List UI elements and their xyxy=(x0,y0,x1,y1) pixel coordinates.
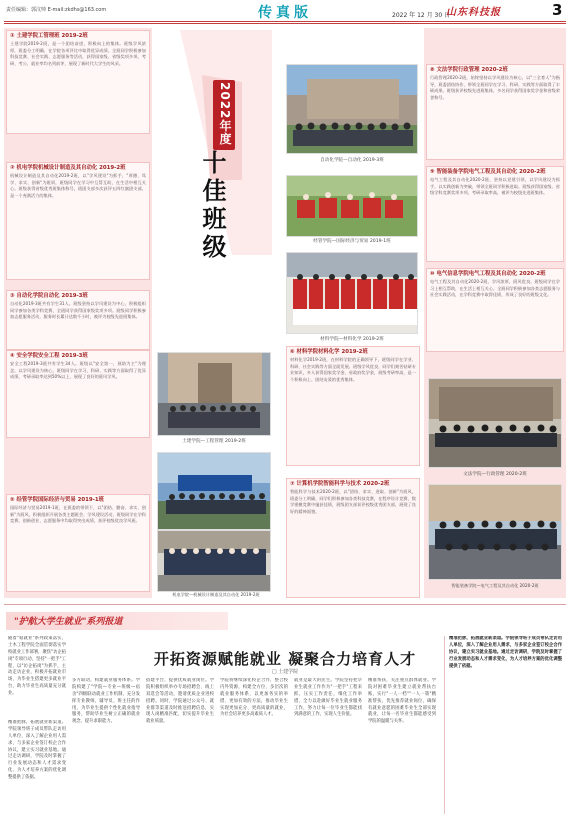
class-card-title: ⑦ 计算机学院智能科学与技术 2020-2班 xyxy=(290,481,390,487)
header-rule-thin xyxy=(4,23,566,24)
photo-caption: 文法学院—行政管理 2020-2班 xyxy=(463,472,527,477)
feature-year: 2022年度 xyxy=(218,82,232,146)
photo-caption: 土建学院—工程管理 2019-2班 xyxy=(182,439,246,444)
class-card-title: ⑤ 经管学院国际经济与贸易 2019-1班 xyxy=(10,497,104,503)
class-card-title: ② 机电学院机械设计制造及其自动化 2019-2班 xyxy=(10,165,126,171)
article-column-6: 精准帮扶，关注重点群体就业。学院对困难毕业生建立就业帮扶台账，实行"一人一档""一人一策"精准帮扶，优先推荐就业岗位，确保有就业意愿的困难毕业生全部实现就业，让每一名毕业生都能感受到学院的温暖与关怀。 xyxy=(368,678,436,725)
class-photo-law xyxy=(428,378,562,468)
article-column-4: 学院将继续深化校企合作，整合校内外资源，构建全方位、多层次的就业服务体系，以更加务实的举措、更加有效的方法，推动毕业生实现更加充分、更高质量的就业，为社会培养更多高素质人才。 xyxy=(220,678,288,718)
group-photo-image xyxy=(429,379,562,468)
class-card-title: ⑩ 电气信息学院电气工程及其自动化 2020-2班 xyxy=(430,271,546,277)
class-card-3 xyxy=(6,290,150,350)
article-column-3: 搭建平台，提供优质就业岗位。学院积极组织举办专场招聘会、线上双选会等活动，邀请优质企业进校招聘。同时，学院通过公众号、就业群等渠道及时推送招聘信息，实现人岗精准匹配，切实提升毕业生就业质量。 xyxy=(146,678,214,725)
class-card-title: ① 土建学院工管理班 2019-2班 xyxy=(10,33,88,39)
masthead-logo: 山东科技报 xyxy=(446,7,501,18)
article-column-1b: 精准把脉，拓展就业新渠道。学院领导班子成员带队走访用人单位，深入了解企业用人需求，与多家企业签订校企合作协议，建立实习就业基地。通过走访调研，学院及时掌握了行业发展动态和人才需求变化，为人才培养方案的优化调整提供了依据。 xyxy=(8,720,66,780)
feature-title: 十佳班级 xyxy=(198,150,227,262)
series-banner-text: "护航大学生就业"系列报道 xyxy=(14,617,123,627)
article-column-2: 多方联动，构建就业服务体系。学院构建了"学院—专业—班级—宿舍"四级联动就业工作机制，充分发挥专业教师、辅导员、班主任的作用，为毕业生提供个性化就业指导服务，帮助毕业生树立正确的就业观念，提升求职能力。 xyxy=(72,678,140,725)
class-photo-mechanical-2 xyxy=(157,530,271,592)
class-photo-intelligent-equipment xyxy=(428,484,562,580)
class-card-title: ⑥ 材料学院材料化学 2019-2班 xyxy=(290,349,368,355)
class-card-6 xyxy=(286,346,420,466)
class-card-body: 电气工程及其自动化2020-2班，学风浓厚，班风优良。班级同学在学习上相互帮助，在生活上相互关心。全班同学积极参加各类志愿服务与社会实践活动，在学科竞赛中取得佳绩，形成了良好的班级文化。 xyxy=(430,279,560,298)
photo-caption: 材料学院—材料化学 2019-2班 xyxy=(320,337,384,342)
issue-date: 2022 年 12 月 30 日 xyxy=(392,12,451,19)
group-photo-image xyxy=(158,353,271,436)
class-card-body: 自动化2019-3班共有学生31人。班级坚持以学风建设为中心，积极组织同学参加各类学科竞赛，全班同学获得国家级奖项多项。班级同学积极参加志愿服务活动，服务时长累计达数千小时，被评为校级先进班集体。 xyxy=(10,301,146,320)
class-card-title: ⑧ 文法学院行政管理 2020-2班 xyxy=(430,67,508,73)
article-headline: 开拓资源赋能就业 凝聚合力培育人才 xyxy=(153,650,417,668)
class-card-body: 智能科学与技术2020-2班，以"团结、求实、进取、创新"为班风，班委分工明确，同学们积极参加各类科技竞赛，在程序设计竞赛、数学建模竞赛中屡获佳绩，班级团支部获评校级优秀团支部，展现了良好的精神面貌。 xyxy=(290,489,416,514)
class-photo-automation xyxy=(286,64,418,154)
article-column-7 xyxy=(444,636,562,814)
class-photo-materials xyxy=(286,252,418,334)
group-photo-image xyxy=(158,453,271,530)
class-card-9 xyxy=(426,166,564,262)
class-photo-mechanical xyxy=(157,452,271,530)
group-photo-image xyxy=(287,176,418,237)
class-card-10 xyxy=(426,268,564,352)
group-photo-image xyxy=(429,485,562,580)
photo-caption: 智能装备学院—电气工程及其自动化 2020-2班 xyxy=(451,583,539,588)
article-byline: □ 土建学院 xyxy=(271,669,299,675)
photo-caption: 自动化学院—自动化 2019-3班 xyxy=(320,158,384,163)
article-column-1: 随着"稳就业"系列政策落实，土木工程学院全面贯彻落实学校就业工作部署，聚焦"访企拓岗"专项行动，坚持"一把手"工程，以"访企拓岗"为抓手，主动走访企业，积极开拓就业市场，为毕业生搭建更多就业平台，助力毕业生高质量充分就业。 xyxy=(8,636,66,696)
photo-caption: 经管学院—国际经济与贸易 2019-1班 xyxy=(313,239,391,244)
class-card-2 xyxy=(6,162,150,280)
class-card-body: 土建学院2019-2班，是一个团结奋进、积极向上的集体。班级学风浓厚，班委分工明确，在学院各项评比中取得优异成绩。全班同学积极参加科技竞赛、社会实践、志愿服务等活动，获得国家级、省级奖项多项。考研、考公、就业率均名列前茅，展现了新时代大学生的风采。 xyxy=(10,41,146,66)
class-photo-economics xyxy=(286,175,418,237)
article-column-5: 就业是最大的民生。学院坚持把毕业生就业工作作为"一把手"工程来抓，压实工作责任，细化工作举措，全力以赴做好毕业生就业服务工作，努力让每一位毕业生都能找到满意的工作，实现人生价值。 xyxy=(294,678,362,718)
editor-credit: 责任编辑：郭汶帅 E-mail:zkdhs@163.com xyxy=(6,7,107,13)
header-rule xyxy=(4,21,566,22)
section-name: 传真版 xyxy=(258,5,312,21)
class-card-5 xyxy=(6,494,150,592)
class-card-1 xyxy=(6,30,150,134)
class-card-body: 国际经济与贸易2019-1班，在班委的带领下，以"团结、勤奋、求实、创新"为班风，积极组织开展各类主题班会、学风建设活动，班级同学在学科竞赛、创新创业、志愿服务中均取得突出成绩，获评校级优良学风班。 xyxy=(10,505,146,524)
class-photo-civil xyxy=(157,352,271,436)
class-card-body: 电气工程及其自动化2020-2班，坚持以党建引领，以学风建设为抓手，以实践创新为突破，带领全班同学积极进取。班级获得国家级、省级学科竞赛奖项多项，考研录取率高，被评为校级先进班集体。 xyxy=(430,177,560,196)
section-divider xyxy=(4,604,566,605)
class-card-body: 行政管理2020-2班，始终坚持以学风建设为核心，以"三全育人"为指导，班委团结协作，带领全班同学在学习、科研、实践等方面取得了丰硕成果。班级获评校级先进班集体，多名同学获得国家奖学金和省级荣誉称号。 xyxy=(430,75,560,100)
class-card-body: 安全工程2019-3班共有学生34人。班级以"安全第一，预防为主"为理念，以学风建设为核心，班级同学在学习、科研、实践等方面取得了优异成绩，考研录取率达到50%以上，展现了良好的班风学风。 xyxy=(10,361,146,380)
class-card-4 xyxy=(6,350,150,438)
group-photo-image xyxy=(158,531,271,592)
class-card-body: 材料化学2019-2班，在材料学院的正确领导下，班级同学在学业、科研、社会实践等方面全面发展。班级学风优良，同学们刻苦钻研专业知识，多人获得国家奖学金、省政府奖学金，班级考研率高，是一个积极向上、团结友爱的优秀集体。 xyxy=(290,357,416,382)
class-card-7 xyxy=(286,478,420,598)
class-card-body: 机械设计制造及其自动化2019-2班，以"学风建设"为抓手，"厚德、笃学、求实、创新"为班训，班级同学在学习中互帮互助，在生活中相互关心。班级获得省级优秀班集体称号，班团支部多次获评五四红旗团支部，是一个充满活力的集体。 xyxy=(10,173,146,198)
group-photo-image xyxy=(287,65,418,154)
group-photo-image xyxy=(287,253,418,334)
class-card-title: ④ 安全学院安全工程 2019-3班 xyxy=(10,353,88,359)
page-number: 3 xyxy=(552,1,563,19)
article-subhead: 精准把脉，拓展就业新渠道。学院领导班子成员带队走访用人单位，深入了解企业用人需求，与多家企业签订校企合作协议，建立实习就业基地。通过走访调研，学院及时掌握了行业发展动态和人才需求变化，为人才培养方案的优化调整提供了依据。 xyxy=(449,636,562,669)
class-card-8 xyxy=(426,64,564,160)
photo-caption: 机电学院—机械设计制造及其自动化 2019-2班 xyxy=(172,592,260,597)
class-card-title: ⑨ 智能装备学院电气工程及其自动化 2020-2班 xyxy=(430,169,546,175)
class-card-title: ③ 自动化学院自动化 2019-3班 xyxy=(10,293,88,299)
